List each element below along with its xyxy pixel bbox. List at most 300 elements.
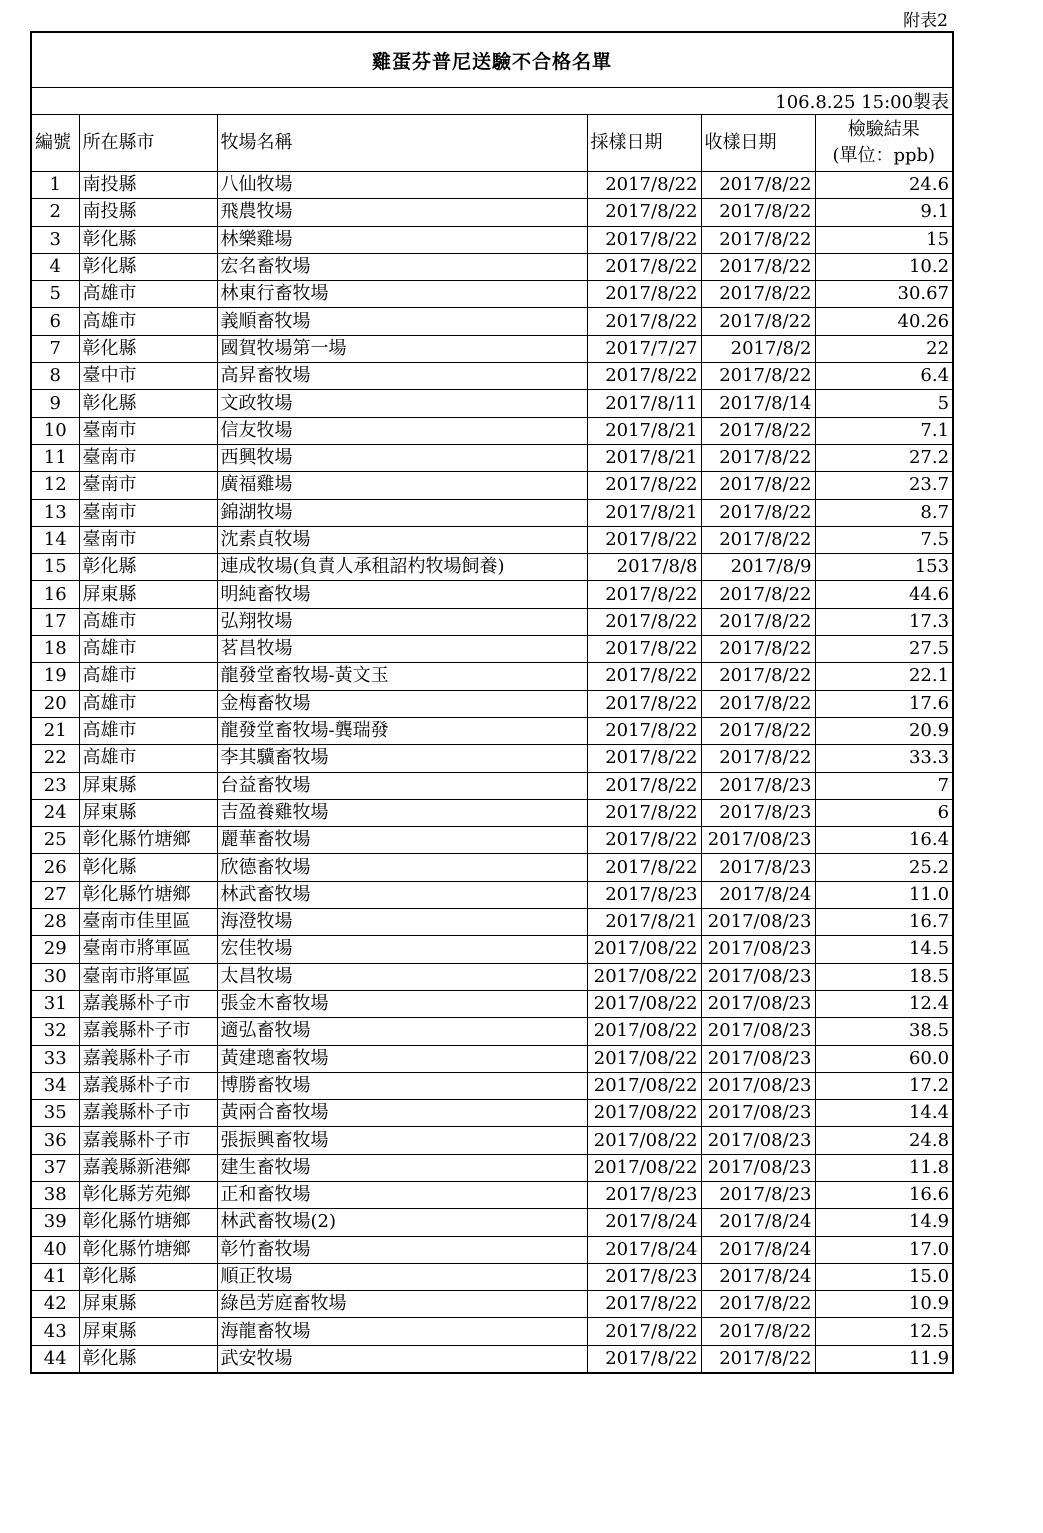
cell-county: 嘉義縣朴子市 xyxy=(79,1127,217,1154)
cell-farm: 建生畜牧場 xyxy=(217,1154,587,1181)
cell-receive-date: 2017/8/22 xyxy=(701,581,815,608)
cell-farm: 明純畜牧場 xyxy=(217,581,587,608)
table-row xyxy=(31,690,953,717)
cell-county: 彰化縣 xyxy=(79,1345,217,1373)
cell-county: 彰化縣 xyxy=(79,390,217,417)
cell-farm: 海龍畜牧場 xyxy=(217,1318,587,1345)
made-time: 106.8.25 15:00製表 xyxy=(31,88,953,115)
cell-no: 20 xyxy=(31,690,79,717)
cell-no: 32 xyxy=(31,1018,79,1045)
cell-result: 24.8 xyxy=(815,1127,953,1154)
table-row xyxy=(31,1127,953,1154)
cell-county: 彰化縣 xyxy=(79,335,217,362)
cell-county: 屏東縣 xyxy=(79,1318,217,1345)
cell-county: 臺南市佳里區 xyxy=(79,909,217,936)
cell-no: 39 xyxy=(31,1209,79,1236)
cell-sample-date: 2017/08/22 xyxy=(587,1045,701,1072)
cell-farm: 麗華畜牧場 xyxy=(217,827,587,854)
cell-no: 41 xyxy=(31,1263,79,1290)
cell-result: 12.4 xyxy=(815,990,953,1017)
cell-sample-date: 2017/8/24 xyxy=(587,1209,701,1236)
cell-sample-date: 2017/08/22 xyxy=(587,936,701,963)
cell-sample-date: 2017/8/22 xyxy=(587,226,701,253)
cell-no: 24 xyxy=(31,799,79,826)
cell-sample-date: 2017/8/22 xyxy=(587,199,701,226)
made-time-row xyxy=(31,88,953,115)
table-row xyxy=(31,1072,953,1099)
cell-farm: 弘翔牧場 xyxy=(217,608,587,635)
cell-result: 18.5 xyxy=(815,963,953,990)
cell-result: 17.3 xyxy=(815,608,953,635)
cell-farm: 綠邑芳庭畜牧場 xyxy=(217,1291,587,1318)
cell-receive-date: 2017/8/23 xyxy=(701,854,815,881)
cell-no: 6 xyxy=(31,308,79,335)
cell-result: 7.1 xyxy=(815,417,953,444)
cell-county: 高雄市 xyxy=(79,690,217,717)
cell-county: 彰化縣 xyxy=(79,854,217,881)
table-body xyxy=(31,172,953,1374)
table-row xyxy=(31,990,953,1017)
table-row xyxy=(31,308,953,335)
cell-sample-date: 2017/8/22 xyxy=(587,690,701,717)
cell-result: 23.7 xyxy=(815,472,953,499)
cell-sample-date: 2017/8/22 xyxy=(587,308,701,335)
header-no: 編號 xyxy=(31,115,79,172)
cell-receive-date: 2017/8/22 xyxy=(701,253,815,280)
cell-no: 19 xyxy=(31,663,79,690)
sheet-title: 雞蛋芬普尼送驗不合格名單 xyxy=(31,32,953,88)
cell-receive-date: 2017/8/14 xyxy=(701,390,815,417)
table-row xyxy=(31,253,953,280)
cell-farm: 茗昌牧場 xyxy=(217,636,587,663)
cell-result: 14.9 xyxy=(815,1209,953,1236)
cell-sample-date: 2017/8/22 xyxy=(587,1291,701,1318)
cell-result: 30.67 xyxy=(815,281,953,308)
cell-receive-date: 2017/8/24 xyxy=(701,1236,815,1263)
cell-county: 嘉義縣朴子市 xyxy=(79,1072,217,1099)
table-row xyxy=(31,526,953,553)
cell-county: 屏東縣 xyxy=(79,1291,217,1318)
table-row xyxy=(31,472,953,499)
table-row xyxy=(31,1154,953,1181)
cell-sample-date: 2017/8/22 xyxy=(587,1318,701,1345)
header-sample-date: 採樣日期 xyxy=(587,115,701,172)
cell-no: 43 xyxy=(31,1318,79,1345)
cell-county: 屏東縣 xyxy=(79,772,217,799)
cell-county: 臺南市 xyxy=(79,417,217,444)
failed-list-table xyxy=(30,31,954,1374)
cell-county: 彰化縣 xyxy=(79,1263,217,1290)
cell-receive-date: 2017/8/24 xyxy=(701,1263,815,1290)
cell-result: 17.0 xyxy=(815,1236,953,1263)
cell-farm: 武安牧場 xyxy=(217,1345,587,1373)
cell-sample-date: 2017/08/22 xyxy=(587,1154,701,1181)
cell-receive-date: 2017/8/22 xyxy=(701,608,815,635)
cell-farm: 林武畜牧場 xyxy=(217,881,587,908)
cell-county: 臺南市 xyxy=(79,526,217,553)
cell-no: 4 xyxy=(31,253,79,280)
cell-sample-date: 2017/08/22 xyxy=(587,963,701,990)
header-receive-date: 收樣日期 xyxy=(701,115,815,172)
cell-sample-date: 2017/8/22 xyxy=(587,772,701,799)
cell-receive-date: 2017/8/22 xyxy=(701,308,815,335)
cell-county: 臺南市 xyxy=(79,499,217,526)
cell-sample-date: 2017/8/22 xyxy=(587,854,701,881)
cell-farm: 西興牧場 xyxy=(217,444,587,471)
cell-sample-date: 2017/8/8 xyxy=(587,554,701,581)
cell-county: 彰化縣竹塘鄉 xyxy=(79,881,217,908)
cell-sample-date: 2017/8/21 xyxy=(587,444,701,471)
cell-farm: 龍發堂畜牧場-黃文玉 xyxy=(217,663,587,690)
cell-receive-date: 2017/8/22 xyxy=(701,199,815,226)
cell-receive-date: 2017/08/23 xyxy=(701,1072,815,1099)
cell-no: 11 xyxy=(31,444,79,471)
table-row xyxy=(31,1209,953,1236)
cell-farm: 廣福雞場 xyxy=(217,472,587,499)
cell-no: 37 xyxy=(31,1154,79,1181)
header-row xyxy=(31,115,953,172)
cell-receive-date: 2017/08/23 xyxy=(701,1127,815,1154)
cell-sample-date: 2017/08/22 xyxy=(587,1018,701,1045)
cell-sample-date: 2017/08/22 xyxy=(587,1127,701,1154)
cell-receive-date: 2017/8/22 xyxy=(701,417,815,444)
cell-county: 嘉義縣朴子市 xyxy=(79,1100,217,1127)
cell-farm: 林東行畜牧場 xyxy=(217,281,587,308)
table-row xyxy=(31,226,953,253)
cell-farm: 連成牧場(負責人承租詔杓牧場飼養) xyxy=(217,554,587,581)
cell-no: 28 xyxy=(31,909,79,936)
cell-sample-date: 2017/8/11 xyxy=(587,390,701,417)
cell-farm: 台益畜牧場 xyxy=(217,772,587,799)
cell-county: 高雄市 xyxy=(79,663,217,690)
cell-sample-date: 2017/8/22 xyxy=(587,745,701,772)
table-row xyxy=(31,363,953,390)
cell-result: 6.4 xyxy=(815,363,953,390)
cell-receive-date: 2017/08/23 xyxy=(701,1045,815,1072)
cell-farm: 宏名畜牧場 xyxy=(217,253,587,280)
cell-farm: 錦湖牧場 xyxy=(217,499,587,526)
table-row xyxy=(31,1181,953,1208)
cell-no: 40 xyxy=(31,1236,79,1263)
cell-farm: 適弘畜牧場 xyxy=(217,1018,587,1045)
table-row xyxy=(31,390,953,417)
table-row xyxy=(31,745,953,772)
cell-sample-date: 2017/8/21 xyxy=(587,909,701,936)
cell-receive-date: 2017/8/9 xyxy=(701,554,815,581)
cell-sample-date: 2017/08/22 xyxy=(587,1072,701,1099)
cell-result: 33.3 xyxy=(815,745,953,772)
cell-receive-date: 2017/8/24 xyxy=(701,1209,815,1236)
cell-sample-date: 2017/8/22 xyxy=(587,472,701,499)
cell-sample-date: 2017/8/22 xyxy=(587,1345,701,1373)
table-row xyxy=(31,799,953,826)
cell-no: 38 xyxy=(31,1181,79,1208)
cell-result: 24.6 xyxy=(815,172,953,199)
cell-result: 17.6 xyxy=(815,690,953,717)
cell-sample-date: 2017/8/24 xyxy=(587,1236,701,1263)
cell-county: 臺南市將軍區 xyxy=(79,963,217,990)
cell-receive-date: 2017/8/22 xyxy=(701,1291,815,1318)
cell-no: 35 xyxy=(31,1100,79,1127)
table-row xyxy=(31,1263,953,1290)
cell-sample-date: 2017/8/22 xyxy=(587,608,701,635)
header-result-line2: (單位：ppb) xyxy=(832,145,936,166)
cell-farm: 海澄牧場 xyxy=(217,909,587,936)
header-county: 所在縣市 xyxy=(79,115,217,172)
cell-sample-date: 2017/8/22 xyxy=(587,172,701,199)
header-farm: 牧場名稱 xyxy=(217,115,587,172)
cell-farm: 義順畜牧場 xyxy=(217,308,587,335)
cell-result: 153 xyxy=(815,554,953,581)
cell-receive-date: 2017/8/23 xyxy=(701,772,815,799)
cell-county: 臺中市 xyxy=(79,363,217,390)
cell-no: 21 xyxy=(31,717,79,744)
cell-county: 彰化縣 xyxy=(79,253,217,280)
cell-sample-date: 2017/8/22 xyxy=(587,363,701,390)
cell-county: 高雄市 xyxy=(79,636,217,663)
cell-result: 16.7 xyxy=(815,909,953,936)
cell-county: 臺南市 xyxy=(79,444,217,471)
cell-receive-date: 2017/8/22 xyxy=(701,281,815,308)
cell-farm: 金梅畜牧場 xyxy=(217,690,587,717)
cell-no: 33 xyxy=(31,1045,79,1072)
cell-farm: 彰竹畜牧場 xyxy=(217,1236,587,1263)
cell-result: 16.6 xyxy=(815,1181,953,1208)
cell-result: 7 xyxy=(815,772,953,799)
cell-result: 11.8 xyxy=(815,1154,953,1181)
table-row xyxy=(31,1100,953,1127)
table-row xyxy=(31,1236,953,1263)
cell-no: 13 xyxy=(31,499,79,526)
cell-receive-date: 2017/8/22 xyxy=(701,745,815,772)
cell-result: 25.2 xyxy=(815,854,953,881)
cell-no: 22 xyxy=(31,745,79,772)
cell-result: 7.5 xyxy=(815,526,953,553)
cell-sample-date: 2017/8/22 xyxy=(587,526,701,553)
cell-farm: 李其驥畜牧場 xyxy=(217,745,587,772)
cell-sample-date: 2017/8/21 xyxy=(587,499,701,526)
cell-sample-date: 2017/08/22 xyxy=(587,1100,701,1127)
cell-county: 屏東縣 xyxy=(79,799,217,826)
cell-receive-date: 2017/08/23 xyxy=(701,1018,815,1045)
cell-farm: 博勝畜牧場 xyxy=(217,1072,587,1099)
cell-county: 南投縣 xyxy=(79,172,217,199)
table-row xyxy=(31,554,953,581)
cell-no: 5 xyxy=(31,281,79,308)
cell-farm: 林武畜牧場(2) xyxy=(217,1209,587,1236)
cell-result: 38.5 xyxy=(815,1018,953,1045)
cell-county: 高雄市 xyxy=(79,745,217,772)
cell-result: 27.5 xyxy=(815,636,953,663)
table-row xyxy=(31,608,953,635)
cell-county: 彰化縣竹塘鄉 xyxy=(79,827,217,854)
table-row xyxy=(31,199,953,226)
cell-receive-date: 2017/8/22 xyxy=(701,636,815,663)
cell-receive-date: 2017/08/23 xyxy=(701,827,815,854)
table-row xyxy=(31,1291,953,1318)
cell-receive-date: 2017/08/23 xyxy=(701,936,815,963)
cell-county: 嘉義縣朴子市 xyxy=(79,1018,217,1045)
cell-result: 22 xyxy=(815,335,953,362)
table-row xyxy=(31,581,953,608)
table-row xyxy=(31,717,953,744)
cell-no: 12 xyxy=(31,472,79,499)
cell-sample-date: 2017/8/22 xyxy=(587,799,701,826)
cell-receive-date: 2017/8/23 xyxy=(701,799,815,826)
table-row xyxy=(31,909,953,936)
cell-sample-date: 2017/8/23 xyxy=(587,881,701,908)
cell-farm: 林樂雞場 xyxy=(217,226,587,253)
table-row xyxy=(31,281,953,308)
cell-sample-date: 2017/8/22 xyxy=(587,281,701,308)
cell-receive-date: 2017/8/2 xyxy=(701,335,815,362)
cell-receive-date: 2017/8/22 xyxy=(701,1318,815,1345)
table-row xyxy=(31,1345,953,1373)
cell-county: 彰化縣 xyxy=(79,226,217,253)
cell-receive-date: 2017/8/22 xyxy=(701,172,815,199)
cell-receive-date: 2017/8/22 xyxy=(701,526,815,553)
cell-result: 10.2 xyxy=(815,253,953,280)
cell-no: 10 xyxy=(31,417,79,444)
cell-farm: 信友牧場 xyxy=(217,417,587,444)
cell-county: 臺南市 xyxy=(79,472,217,499)
cell-farm: 張振興畜牧場 xyxy=(217,1127,587,1154)
cell-farm: 順正牧場 xyxy=(217,1263,587,1290)
table-row xyxy=(31,772,953,799)
cell-result: 12.5 xyxy=(815,1318,953,1345)
cell-receive-date: 2017/8/22 xyxy=(701,472,815,499)
cell-receive-date: 2017/8/22 xyxy=(701,663,815,690)
cell-no: 16 xyxy=(31,581,79,608)
cell-no: 17 xyxy=(31,608,79,635)
cell-no: 7 xyxy=(31,335,79,362)
cell-receive-date: 2017/8/23 xyxy=(701,1181,815,1208)
cell-result: 27.2 xyxy=(815,444,953,471)
cell-no: 31 xyxy=(31,990,79,1017)
cell-county: 高雄市 xyxy=(79,608,217,635)
table-row xyxy=(31,335,953,362)
cell-result: 14.5 xyxy=(815,936,953,963)
cell-county: 臺南市將軍區 xyxy=(79,936,217,963)
cell-receive-date: 2017/8/22 xyxy=(701,444,815,471)
cell-result: 15 xyxy=(815,226,953,253)
cell-county: 高雄市 xyxy=(79,717,217,744)
cell-no: 18 xyxy=(31,636,79,663)
table-row xyxy=(31,827,953,854)
cell-farm: 吉盈養雞牧場 xyxy=(217,799,587,826)
cell-receive-date: 2017/8/22 xyxy=(701,690,815,717)
cell-receive-date: 2017/8/22 xyxy=(701,226,815,253)
cell-receive-date: 2017/08/23 xyxy=(701,990,815,1017)
cell-no: 25 xyxy=(31,827,79,854)
cell-sample-date: 2017/8/23 xyxy=(587,1181,701,1208)
cell-county: 嘉義縣朴子市 xyxy=(79,1045,217,1072)
cell-no: 36 xyxy=(31,1127,79,1154)
cell-no: 30 xyxy=(31,963,79,990)
cell-no: 34 xyxy=(31,1072,79,1099)
cell-receive-date: 2017/08/23 xyxy=(701,1154,815,1181)
cell-farm: 龍發堂畜牧場-龔瑞發 xyxy=(217,717,587,744)
cell-result: 6 xyxy=(815,799,953,826)
cell-no: 14 xyxy=(31,526,79,553)
cell-no: 29 xyxy=(31,936,79,963)
table-row xyxy=(31,172,953,199)
cell-result: 11.0 xyxy=(815,881,953,908)
title-row xyxy=(31,32,953,88)
cell-receive-date: 2017/08/23 xyxy=(701,963,815,990)
cell-farm: 飛農牧場 xyxy=(217,199,587,226)
cell-sample-date: 2017/8/22 xyxy=(587,663,701,690)
cell-no: 26 xyxy=(31,854,79,881)
table-row xyxy=(31,636,953,663)
cell-receive-date: 2017/8/24 xyxy=(701,881,815,908)
cell-farm: 太昌牧場 xyxy=(217,963,587,990)
cell-no: 2 xyxy=(31,199,79,226)
cell-farm: 八仙牧場 xyxy=(217,172,587,199)
cell-farm: 黃兩合畜牧場 xyxy=(217,1100,587,1127)
cell-no: 44 xyxy=(31,1345,79,1373)
cell-county: 彰化縣竹塘鄉 xyxy=(79,1236,217,1263)
cell-farm: 張金木畜牧場 xyxy=(217,990,587,1017)
cell-result: 22.1 xyxy=(815,663,953,690)
cell-receive-date: 2017/8/22 xyxy=(701,1345,815,1373)
cell-result: 10.9 xyxy=(815,1291,953,1318)
cell-farm: 宏佳牧場 xyxy=(217,936,587,963)
cell-no: 8 xyxy=(31,363,79,390)
cell-sample-date: 2017/7/27 xyxy=(587,335,701,362)
table-row xyxy=(31,881,953,908)
cell-farm: 高昇畜牧場 xyxy=(217,363,587,390)
cell-result: 17.2 xyxy=(815,1072,953,1099)
cell-result: 15.0 xyxy=(815,1263,953,1290)
cell-result: 14.4 xyxy=(815,1100,953,1127)
cell-farm: 欣德畜牧場 xyxy=(217,854,587,881)
table-row xyxy=(31,1318,953,1345)
header-result xyxy=(815,115,953,172)
cell-sample-date: 2017/8/22 xyxy=(587,253,701,280)
cell-sample-date: 2017/08/22 xyxy=(587,990,701,1017)
cell-receive-date: 2017/8/22 xyxy=(701,717,815,744)
cell-result: 44.6 xyxy=(815,581,953,608)
cell-no: 27 xyxy=(31,881,79,908)
cell-receive-date: 2017/8/22 xyxy=(701,363,815,390)
cell-receive-date: 2017/8/22 xyxy=(701,499,815,526)
table-row xyxy=(31,963,953,990)
cell-no: 42 xyxy=(31,1291,79,1318)
cell-result: 5 xyxy=(815,390,953,417)
table-row xyxy=(31,936,953,963)
cell-no: 15 xyxy=(31,554,79,581)
cell-county: 彰化縣竹塘鄉 xyxy=(79,1209,217,1236)
table-row xyxy=(31,499,953,526)
table-row xyxy=(31,1045,953,1072)
cell-farm: 黃建璁畜牧場 xyxy=(217,1045,587,1072)
table-row xyxy=(31,417,953,444)
cell-county: 彰化縣芳苑鄉 xyxy=(79,1181,217,1208)
cell-county: 南投縣 xyxy=(79,199,217,226)
annex-label: 附表2 xyxy=(903,11,948,31)
cell-county: 嘉義縣新港鄉 xyxy=(79,1154,217,1181)
table-row xyxy=(31,854,953,881)
cell-county: 嘉義縣朴子市 xyxy=(79,990,217,1017)
cell-farm: 沈素貞牧場 xyxy=(217,526,587,553)
cell-result: 16.4 xyxy=(815,827,953,854)
cell-sample-date: 2017/8/22 xyxy=(587,717,701,744)
cell-no: 1 xyxy=(31,172,79,199)
cell-farm: 正和畜牧場 xyxy=(217,1181,587,1208)
cell-county: 高雄市 xyxy=(79,308,217,335)
cell-sample-date: 2017/8/22 xyxy=(587,581,701,608)
